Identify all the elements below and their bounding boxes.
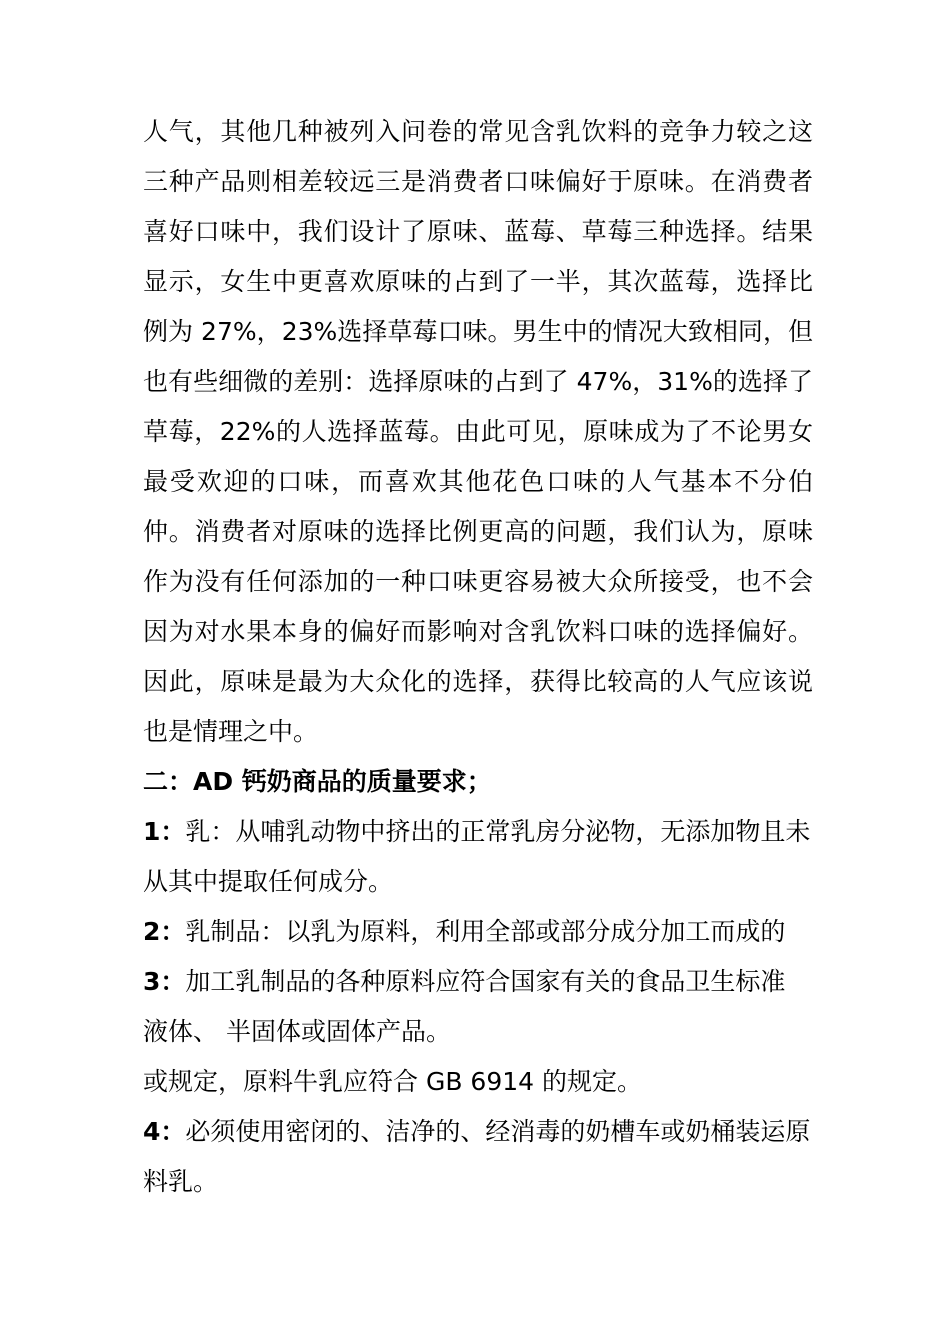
intro-paragraph: 人气，其他几种被列入问卷的常见含乳饮料的竞争力较之这三种产品则相差较远三是消费者口味偏好于原味。在消费者喜好口味中，我们设计了原味、蓝莓、草莓三种选择。结果显示，女生中更喜欢原味的占到了一半，其次蓝莓，选择比例为 27%，23%选择草莓口味。男生中的情况大致相同，但也有些细微的差别：选择原味的占到了 47%，31%的选择了草莓，22%的人选择蓝莓。由此可见，原味成为了不论男女最受欢迎的口味，而喜欢其他花色口味的人气基本不分伯仲。消费者对原味的选择比例更高的问题，我们认为，原味作为没有任何添加的一种口味更容易被大众所接受，也不会因为对水果本身的偏好而影响对含乳饮料口味的选择偏好。因此，原味是最为大众化的选择，获得比较高的人气应该说也是情理之中。	[143, 117, 813, 746]
list-item-number: 3：	[143, 967, 186, 996]
line-regulation: 或规定，原料牛乳应符合 GB 6914 的规定。	[143, 1067, 642, 1096]
list-item-text: 乳制品：以乳为原料，利用全部或部分成分加工而成的	[185, 917, 786, 946]
list-item-1	[143, 807, 813, 907]
list-item-2	[143, 907, 813, 957]
document-page	[143, 107, 813, 1207]
list-item-text: 乳：从哺乳动物中挤出的正常乳房分泌物，无添加物且未从其中提取任何成分。	[143, 817, 811, 896]
section-heading: 二：AD 钙奶商品的质量要求；	[143, 767, 492, 796]
list-item-text: 必须使用密闭的、洁净的、经消毒的奶槽车或奶桶装运原料乳。	[143, 1117, 811, 1196]
list-item-number: 2：	[143, 917, 186, 946]
list-item-number: 4：	[143, 1117, 186, 1146]
list-item-text: 加工乳制品的各种原料应符合国家有关的食品卫生标准	[185, 967, 786, 996]
list-item-4	[143, 1107, 813, 1207]
list-item-number: 1：	[143, 817, 186, 846]
list-item-3	[143, 957, 813, 1007]
line-liquid: 液体、 半固体或固体产品。	[143, 1017, 451, 1046]
